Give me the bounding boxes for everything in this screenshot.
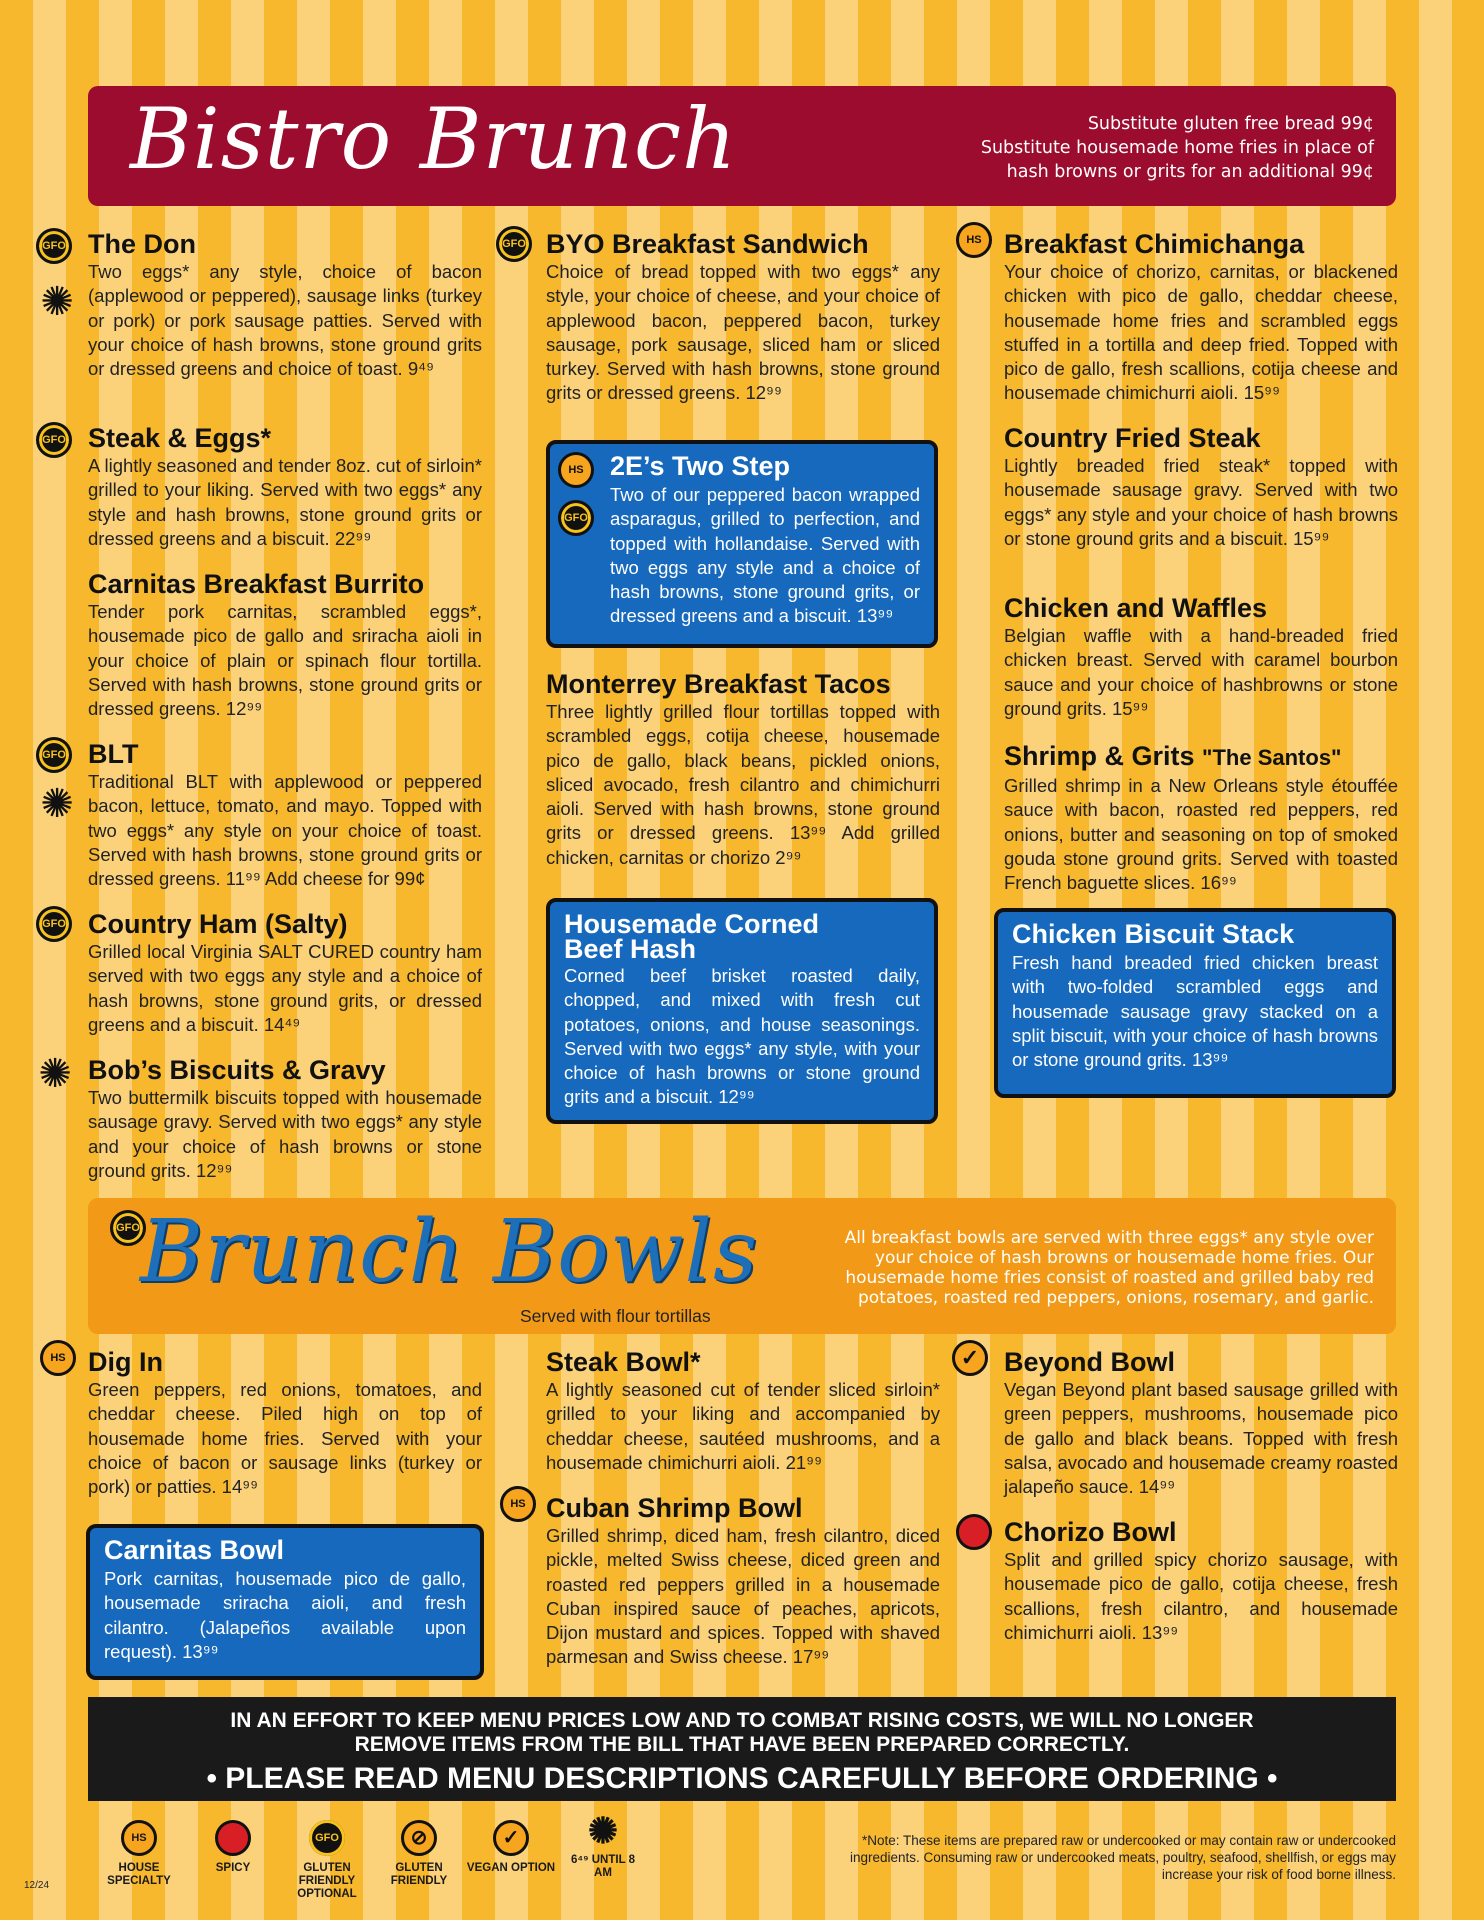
gluten-friendly-icon: ⊘ [401, 1820, 437, 1856]
menu-item [1004, 422, 1398, 551]
item-name: Beef Hash [564, 934, 697, 964]
gfo-icon: GFO [496, 226, 532, 262]
sun-icon: ✺ [40, 279, 74, 325]
carnitas-bowl-box [86, 1524, 484, 1680]
bowls-note: potatoes, roasted red peppers, onions, rosemary, and garlic. [858, 1288, 1374, 1308]
banner-note: Substitute gluten free bread 99¢ [1087, 114, 1374, 134]
menu-item [88, 228, 482, 381]
item-desc: Two buttermilk biscuits topped with housemade sausage gravy. Served with two eggs* any style and your choice of hash browns or stone ground grits. 12⁹⁹ [88, 1087, 482, 1181]
menu-item [1004, 1516, 1398, 1645]
warning-line: REMOVE ITEMS FROM THE BILL THAT HAVE BEEN PREPARED CORRECTLY. [354, 1733, 1130, 1756]
banner-note: hash browns or grits for an additional 99¢ [1006, 162, 1374, 182]
item-name: Bob’s Biscuits & Gravy [88, 1055, 386, 1085]
item-name: Monterrey Breakfast Tacos [546, 669, 891, 699]
spicy-pepper-icon [956, 1514, 992, 1550]
item-desc: Green peppers, red onions, tomatoes, and cheddar cheese. Piled high on top of housemade home fries. Served with your choice of bacon or sausage links (turkey or pork) or patties. 14⁹⁹ [88, 1379, 482, 1498]
item-name: Breakfast Chimichanga [1004, 229, 1305, 259]
item-name: Chicken and Waffles [1004, 593, 1268, 623]
menu-item [88, 908, 482, 1037]
legend-item [282, 1820, 372, 1901]
two-step-box [546, 440, 938, 648]
house-specialty-icon: HS [558, 452, 594, 488]
gfo-icon: GFO [309, 1820, 345, 1856]
menu-item [88, 422, 482, 551]
item-name: Steak & Eggs* [88, 423, 272, 453]
bistro-brunch-title: Bistro Brunch [130, 90, 738, 188]
legend-label: GLUTEN FRIENDLY OPTIONAL [297, 1862, 357, 1900]
legend-label: 6⁴⁹ UNTIL 8 AM [571, 1854, 635, 1879]
house-specialty-icon: HS [500, 1486, 536, 1522]
menu-item [1004, 740, 1398, 895]
legend-label: VEGAN OPTION [466, 1862, 556, 1874]
legend-item [188, 1820, 278, 1875]
legend-item [374, 1820, 464, 1888]
item-name [1004, 740, 1398, 774]
sun-icon: ✺ [38, 1051, 72, 1097]
menu-item [1004, 1346, 1398, 1499]
menu-item [88, 1346, 482, 1499]
warning-bar [88, 1697, 1396, 1801]
chicken-biscuit-stack-box [994, 908, 1396, 1098]
item-desc: Fresh hand breaded fried chicken breast with two-folded scrambled eggs and housemade sausage gravy stacked on a split biscuit, with your choice of hash browns or stone ground grits. 13⁹⁹ [1012, 952, 1378, 1071]
item-desc: Three lightly grilled flour tortillas topped with scrambled eggs, cotija cheese, housemade pico de gallo, black beans, pickled onions, sliced avocado, fresh cilantro and chimichurri aioli. Served with hash browns, stone ground grits or dressed greens. 13⁹⁹ Add grilled chicken, carnitas or chorizo 2⁹⁹ [546, 701, 940, 868]
item-name: Country Fried Steak [1004, 423, 1261, 453]
item-desc: Lightly breaded fried steak* topped with housemade sausage gravy. Served with two eggs* any style and your choice of hash browns or stone ground grits and a biscuit. 15⁹⁹ [1004, 455, 1398, 549]
item-desc: Two of our peppered bacon wrapped asparagus, grilled to perfection, and topped with hollandaise. Served with two eggs any style and a choice of hash browns, stone ground grits, or dressed greens and a biscuit. 13⁹⁹ [610, 484, 920, 627]
item-desc: Grilled local Virginia SALT CURED country ham served with two eggs any style and a choice of hash browns, stone ground grits, or dressed greens and a biscuit. 14⁴⁹ [88, 941, 482, 1035]
gfo-icon: GFO [36, 422, 72, 458]
gfo-icon: GFO [36, 737, 72, 773]
item-desc: Two eggs* any style, choice of bacon (applewood or peppered), sausage links (turkey or pork) or pork sausage patties. Served with your choice of hash browns, stone ground grits or dressed greens and choice of toast. 9⁴⁹ [88, 261, 482, 380]
item-name: Beyond Bowl [1004, 1347, 1176, 1377]
gfo-icon: GFO [110, 1210, 146, 1246]
item-name: Chorizo Bowl [1004, 1517, 1177, 1547]
vegan-icon: ✓ [493, 1820, 529, 1856]
menu-item [546, 1492, 940, 1670]
item-name: Carnitas Breakfast Burrito [88, 569, 425, 599]
item-name: Carnitas Bowl [104, 1535, 285, 1565]
item-name: Chicken Biscuit Stack [1012, 919, 1295, 949]
item-name: BLT [88, 739, 139, 769]
menu-item [1004, 592, 1398, 721]
item-desc: Tender pork carnitas, scrambled eggs*, housemade pico de gallo and sriracha aioli in your choice of plain or spinach flour tortilla. Served with hash browns, stone ground grits or dressed greens. 12⁹⁹ [88, 601, 482, 720]
sun-icon: ✺ [40, 781, 74, 827]
bowls-note: housemade home fries consist of roasted and grilled baby red [845, 1268, 1374, 1288]
menu-item [1004, 228, 1398, 406]
bowls-note: your choice of hash browns or housemade home fries. Our [874, 1248, 1374, 1268]
item-name: Dig In [88, 1347, 163, 1377]
spicy-pepper-icon [215, 1820, 251, 1856]
item-desc: Corned beef brisket roasted daily, chopped, and mixed with fresh cut potatoes, onions, and house seasonings. Served with two eggs* any style, with your choice of hash browns or stone ground grits and a biscuit. 12⁹⁹ [564, 965, 920, 1108]
menu-item [88, 568, 482, 721]
legend-label: GLUTEN FRIENDLY [390, 1862, 448, 1887]
menu-item [546, 228, 940, 406]
item-name-sub: "The Santos" [1202, 745, 1342, 770]
item-name: BYO Breakfast Sandwich [546, 229, 869, 259]
item-desc: Pork carnitas, housemade pico de gallo, housemade sriracha aioli, and fresh cilantro. (Jalapeños available upon request). 13⁹⁹ [104, 1568, 466, 1662]
item-desc: Grilled shrimp in a New Orleans style étouffée sauce with bacon, roasted red peppers, red onions, butter and seasoning on top of smoked gouda stone ground grits. Served with toasted French baguette slices. 16⁹⁹ [1004, 775, 1398, 894]
item-desc: Your choice of chorizo, carnitas, or blackened chicken with pico de gallo, cheddar cheese, housemade home fries and scrambled eggs stuffed in a tortilla and deep fried. Topped with pico de gallo, fresh scallions, cotija cheese and housemade chimichurri aioli. 15⁹⁹ [1004, 261, 1398, 404]
item-desc: Split and grilled spicy chorizo sausage, with housemade pico de gallo, cotija cheese, fresh scallions, fresh cilantro, and housemade chimichurri aioli. 13⁹⁹ [1004, 1549, 1398, 1643]
item-desc: Choice of bread topped with two eggs* any style, your choice of cheese, and your choice of applewood bacon, peppered bacon, turkey sausage, pork sausage, sliced ham or sliced turkey. Served with hash browns, stone ground grits or dressed greens. 12⁹⁹ [546, 261, 940, 404]
brunch-bowls-title: Brunch Bowls [140, 1202, 759, 1302]
item-desc: Vegan Beyond plant based sausage grilled with green peppers, mushrooms, housemade pico de gallo and black beans. Topped with fresh salsa, avocado and housemade creamy roasted jalapeño sauce. 14⁹⁹ [1004, 1379, 1398, 1498]
menu-date: 12/24 [24, 1880, 50, 1891]
house-specialty-icon: HS [956, 222, 992, 258]
item-desc: Traditional BLT with applewood or peppered bacon, lettuce, tomato, and mayo. Topped with two eggs* any style on your choice of toast. Served with hash browns, stone ground grits or dressed greens. 11⁹⁹ Add cheese for 99¢ [88, 771, 482, 890]
gfo-icon: GFO [558, 500, 594, 536]
legend-label: HOUSE SPECIALTY [107, 1862, 171, 1887]
banner-notes [981, 112, 1374, 184]
item-name: Country Ham (Salty) [88, 909, 348, 939]
legend-item [558, 1809, 648, 1880]
gfo-icon: GFO [36, 906, 72, 942]
footnote: *Note: These items are prepared raw or undercooked or may contain raw or undercooked ingredients. Consuming raw or undercooked meats, poultry, seafood, shellfish, or eggs may increase your risk of food borne illness. [849, 1833, 1396, 1882]
gfo-icon: GFO [36, 228, 72, 264]
bowls-note: All breakfast bowls are served with three eggs* any style over [844, 1228, 1374, 1248]
corned-beef-hash-box [546, 898, 938, 1124]
banner-note: Substitute housemade home fries in place of [980, 138, 1374, 158]
menu-item [546, 1346, 940, 1475]
vegan-icon: ✓ [952, 1340, 988, 1376]
item-name: 2E’s Two Step [610, 451, 791, 481]
warning-line: IN AN EFFORT TO KEEP MENU PRICES LOW AND TO COMBAT RISING COSTS, WE WILL NO LONGER [230, 1709, 1254, 1732]
legend-item [466, 1820, 556, 1875]
item-desc: Grilled shrimp, diced ham, fresh cilantro, diced pickle, melted Swiss cheese, diced green and roasted red peppers grilled in a housemade Cuban inspired sauce of peaches, apricots, Dijon mustard and spices. Topped with shaved parmesan and Swiss cheese. 17⁹⁹ [546, 1525, 940, 1668]
item-name: Steak Bowl* [546, 1347, 701, 1377]
sun-icon: ✺ [587, 1809, 619, 1851]
menu-item [546, 668, 940, 870]
item-name-main: Shrimp & Grits [1004, 741, 1195, 771]
warning-line-emphasis: • PLEASE READ MENU DESCRIPTIONS CAREFULLY BEFORE ORDERING • [206, 1762, 1278, 1795]
house-specialty-icon: HS [121, 1820, 157, 1856]
bowls-notes [845, 1228, 1374, 1308]
menu-item [88, 1054, 482, 1183]
item-desc: Belgian waffle with a hand-breaded fried chicken breast. Served with caramel bourbon sauce and your choice of hashbrowns or stone ground grits. 15⁹⁹ [1004, 625, 1398, 719]
item-name: Housemade Corned [564, 909, 820, 939]
item-name: Cuban Shrimp Bowl [546, 1493, 803, 1523]
house-specialty-icon: HS [40, 1340, 76, 1376]
item-desc: A lightly seasoned cut of tender sliced sirloin* grilled to your liking and accompanied by cheddar cheese, sautéed mushrooms, and a housemade chimichurri aioli. 21⁹⁹ [546, 1379, 940, 1473]
item-name: The Don [88, 229, 196, 259]
item-desc: A lightly seasoned and tender 8oz. cut of sirloin* grilled to your liking. Served with two eggs* any style and hash browns, stone ground grits or dressed greens and a biscuit. 22⁹⁹ [88, 455, 482, 549]
served-note: Served with flour tortillas [520, 1306, 711, 1326]
menu-item [88, 738, 482, 891]
legend-item [94, 1820, 184, 1888]
legend-label: SPICY [215, 1862, 251, 1874]
